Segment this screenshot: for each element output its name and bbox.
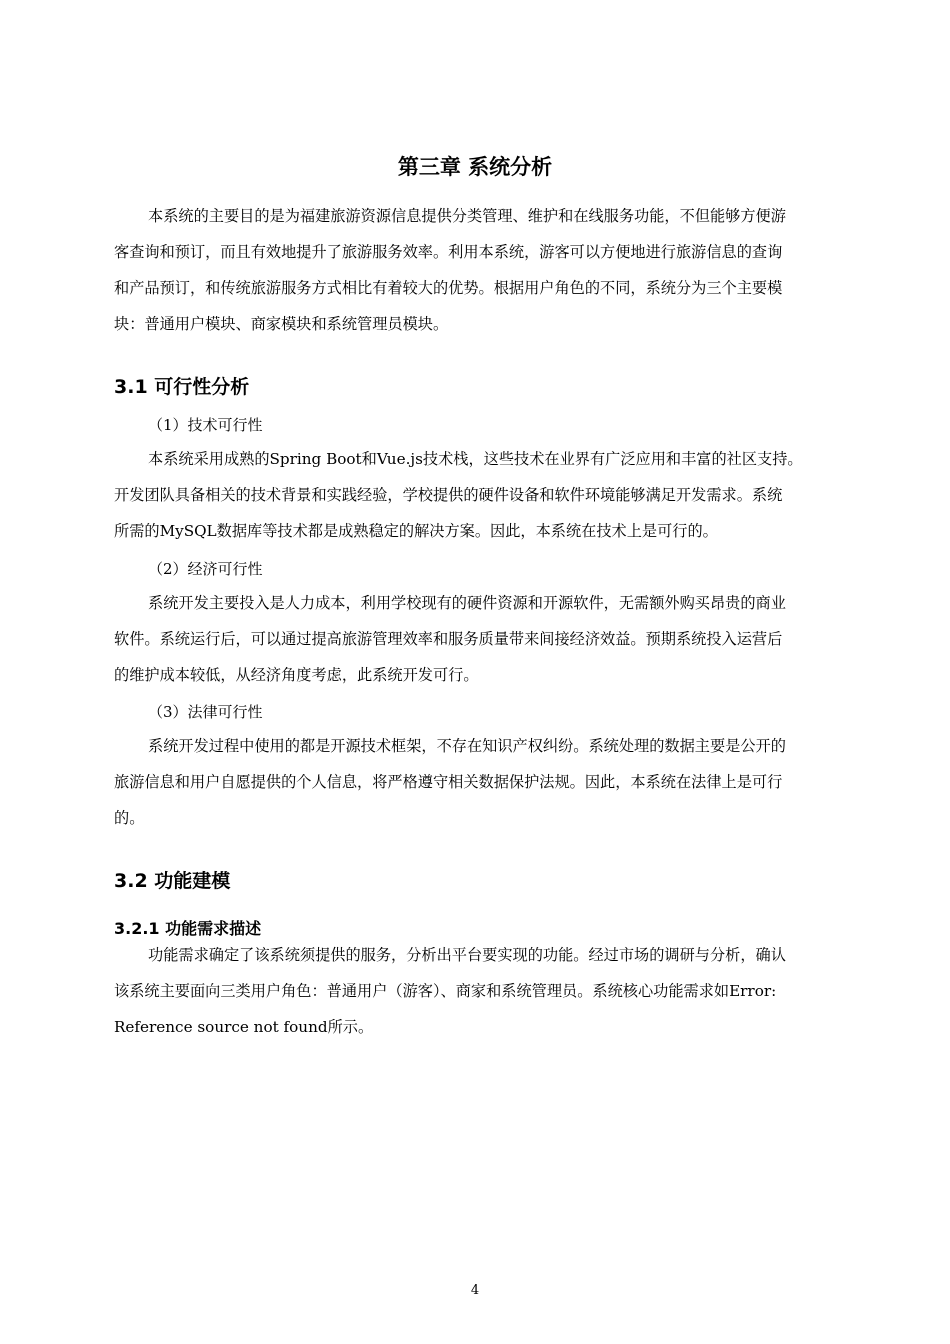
section-heading-3-1: 3.1 可行性分析 — [114, 376, 250, 398]
subsection-heading-3-2-1: 3.2.1 功能需求描述 — [114, 919, 262, 938]
paragraph-line: 功能需求确定了该系统须提供的服务，分析出平台要实现的功能。经过市场的调研与分析，确认 — [148, 946, 786, 964]
paragraph-line: 的维护成本较低，从经济角度考虑，此系统开发可行。 — [114, 666, 479, 684]
paragraph-line: 和产品预订，和传统旅游服务方式相比有着较大的优势。根据用户角色的不同，系统分为三个主要模 — [114, 279, 783, 297]
section-heading-3-2: 3.2 功能建模 — [114, 870, 231, 892]
paragraph-line: 系统开发主要投入是人力成本，利用学校现有的硬件资源和开源软件，无需额外购买昂贵的商业 — [148, 594, 786, 612]
paragraph-line: 客查询和预订，而且有效地提升了旅游服务效率。利用本系统，游客可以方便地进行旅游信息的查询 — [114, 243, 783, 261]
paragraph-line: 的。 — [114, 809, 145, 827]
intro-paragraph — [114, 198, 858, 342]
functional-requirements-paragraph — [114, 937, 858, 1045]
paragraph-line: 软件。系统运行后，可以通过提高旅游管理效率和服务质量带来间接经济效益。预期系统投入运营后 — [114, 630, 783, 648]
economic-feasibility-label: （2）经济可行性 — [148, 560, 263, 578]
paragraph-line: 本系统采用成熟的Spring Boot和Vue.js技术栈，这些技术在业界有广泛应用和丰富的社区支持。 — [148, 450, 803, 468]
paragraph-line: 旅游信息和用户自愿提供的个人信息，将严格遵守相关数据保护法规。因此，本系统在法律上是可行 — [114, 773, 783, 791]
economic-feasibility-paragraph — [114, 585, 858, 693]
legal-feasibility-label: （3）法律可行性 — [148, 703, 263, 721]
paragraph-line: 该系统主要面向三类用户角色：普通用户（游客）、商家和系统管理员。系统核心功能需求如Error: — [114, 982, 777, 1000]
technical-feasibility-label: （1）技术可行性 — [148, 416, 263, 434]
technical-feasibility-paragraph — [114, 441, 858, 549]
paragraph-line: 本系统的主要目的是为福建旅游资源信息提供分类管理、维护和在线服务功能，不但能够方便游 — [148, 207, 786, 225]
legal-feasibility-paragraph — [114, 728, 858, 836]
paragraph-line: 系统开发过程中使用的都是开源技术框架，不存在知识产权纠纷。系统处理的数据主要是公开的 — [148, 737, 786, 755]
page-number: 4 — [470, 1283, 480, 1298]
chapter-title: 第三章 系统分析 — [397, 155, 553, 179]
paragraph-line: Reference source not found所示。 — [114, 1018, 374, 1036]
paragraph-line: 开发团队具备相关的技术背景和实践经验，学校提供的硬件设备和软件环境能够满足开发需求。系统 — [114, 486, 783, 504]
paragraph-line: 所需的MySQL数据库等技术都是成熟稳定的解决方案。因此，本系统在技术上是可行的。 — [114, 522, 718, 540]
paragraph-line: 块：普通用户模块、商家模块和系统管理员模块。 — [114, 315, 449, 333]
